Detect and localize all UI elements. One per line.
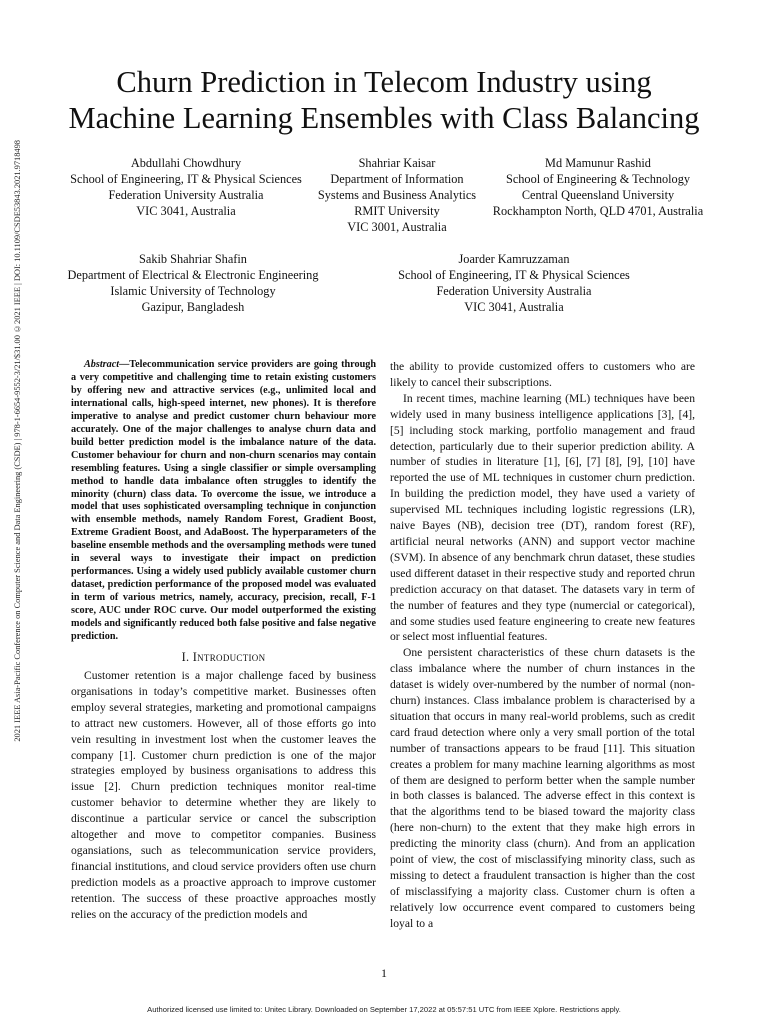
author-affiliation: RMIT University [354,204,440,218]
author-affiliation: Central Queensland University [521,188,675,202]
intro-paragraph-3: One persistent characteristics of these churn datasets is the class imbalance where the number of churn instances in the dataset is widely over-numbered by the number of normal (non-churn) instances. Class imbalance problem is characterised by a situation that occurs in many real-world problems, such as credit card fraud detection where only a very small portion of the total number of transactions appears to be fraud [11]. This situation creates a problem for many machine learning algorithms as most of them are designed to perform better when the sample number in both classes is balanced. The adverse effect in this context is that the algorithms tend to be biased toward the majority class (here non-churn) to the extent that they make high errors in predicting the minority class (churn). And from an application point of view, the cost of misclassifying minority class, such as missing to detect a fraudulent transaction is higher than the cost of misclassifying a majority class. Customer churn is often a relatively low occurrence event compared to customers being loyal to a [390,646,695,930]
author-affiliation: School of Engineering, IT & Physical Sciences [398,268,630,282]
author-affiliation: VIC 3001, Australia [347,220,447,234]
author-affiliation: Gazipur, Bangladesh [141,300,245,314]
author-affiliation: Department of Information [330,172,464,186]
author-affiliation: Systems and Business Analytics [317,188,477,202]
author-affiliation: Department of Electrical & Electronic Engineering [67,268,319,282]
intro-paragraph-2: In recent times, machine learning (ML) techniques have been widely used in many business intelligence applications [3], [4], [5] including stock marking, portfolio management and fraud detection, particularly due to their superior prediction ability. A number of studies in literature [1], [6], [7] [8], [9], [10] have reported the use of ML techniques in customer churn prediction. In building the prediction model, they have used a variety of supervised ML techniques including logistic regressions (LR), naive Bayes (NB), decision tree (DT), random forest (RF), artificial neural networks (ANN) and support vector machine (SVM). In absence of any benchmark chrun dataset, these studies used different dataset in their respective study and reported chrun prediction accuracy on that dataset. The datasets vary in term of the number of features and they type (numercial or categorical), and some studies used feature engineering to create new features or select most influential features. [390,391,695,644]
abstract [71,359,376,644]
author-block-5 [386,251,642,315]
intro-paragraph-1: Customer retention is a major challenge faced by business organisations in today’s competitive market. Businesses often employ several strategies, marketing and promotional campaigns to attract new customers. However, all of those efforts go into vein resulting in investment lost when the customer leaves the company [1]. Customer churn prediction is one of the major strategies employed by business organisations to address this issue [2]. Churn prediction techniques monitor real-time customer behavior to determine whether they are likely to discontinue a particular service or cancel the subscription altogether and move to competitor companies. Business ogansiations, such as telecommunication service providers, financial institutions, and cloud service providers often use churn prediction models as a proactive approach to improve customer retention. The success of these proactive approaches mostly relies on the accuracy of the prediction models and [71,668,376,921]
author-affiliation: Federation University Australia [108,188,264,202]
author-affiliation: VIC 3041, Australia [464,300,564,314]
title-line-1: Churn Prediction in Telecom Industry using [116,65,652,99]
title-line-2: Machine Learning Ensembles with Class Balancing [68,101,700,135]
author-affiliation: Rockhampton North, QLD 4701, Australia [492,204,704,218]
author-name: Sakib Shahriar Shafin [139,252,247,266]
abstract-text: —Telecommunication service providers are going through a very competitive and challenging time to retain existing customers by offering new and attractive services (e.g., unlimited local and international calls, high-speed internet, new phones). It is therefore imperative to analyse and predict customer churn behaviour more accurately. One of the major challenges to analyse churn data and build better prediction model is the imbalance nature of the data. Customer behaviour for churn and non-churn scenarios may contain resembling features. Using a single classifier or simple oversampling method to handle data imbalance often struggles to identify the minority (churn) class data. To overcome the issue, we introduce a model that uses sophisticated oversampling technique in conjunction with ensemble methods, namely Random Forest, Gradient Boost, Extreme Gradient Boost, and AdaBoost. The hyperparameters of the baseline ensemble methods and the oversampling methods were tuned in several ways to investigate their impact on prediction performances. Using a widely used publicly available customer churn dataset, prediction performance of the proposed model was evaluated in term of various metrics, namely, accuracy, precision, recall, F-1 score, AUC under ROC curve. Our model outperformed the existing models and significantly reduced both false positive and false negative prediction. [71,359,376,643]
right-column [390,359,695,932]
section-heading-introduction: I. Introduction [181,649,266,664]
paper-title [40,64,728,136]
copyright-side-note: 2021 IEEE Asia-Pacific Conference on Computer Science and Data Engineering (CSDE) | 978-1-6654-9552-3/21/$31.00 ©2021 IEEE | DOI: 10.1109/CSDE53843.2021.9718498 [13,140,22,742]
author-affiliation: School of Engineering & Technology [505,172,690,186]
author-block-1 [64,155,308,219]
author-block-4 [58,251,328,315]
author-affiliation: School of Engineering, IT & Physical Sciences [70,172,302,186]
author-name: Md Mamunur Rashid [545,156,651,170]
author-affiliation: VIC 3041, Australia [136,204,236,218]
author-block-3 [484,155,712,219]
left-column [71,359,376,922]
license-footer: Authorized licensed use limited to: Unitec Library. Downloaded on September 17,2022 at 05:57:51 UTC from IEEE Xplore. Restrictions apply. [147,1005,621,1014]
author-block-2 [312,155,482,235]
author-affiliation: Federation University Australia [436,284,592,298]
author-affiliation: Islamic University of Technology [110,284,276,298]
abstract-label: Abstract [84,359,120,370]
author-name: Abdullahi Chowdhury [130,156,242,170]
intro-paragraph-continued: the ability to provide customized offers to customers who are likely to cancel their subscriptions. [390,360,695,389]
author-name: Joarder Kamruzzaman [458,252,570,266]
page-number: 1 [381,966,387,980]
author-name: Shahriar Kaisar [358,156,436,170]
